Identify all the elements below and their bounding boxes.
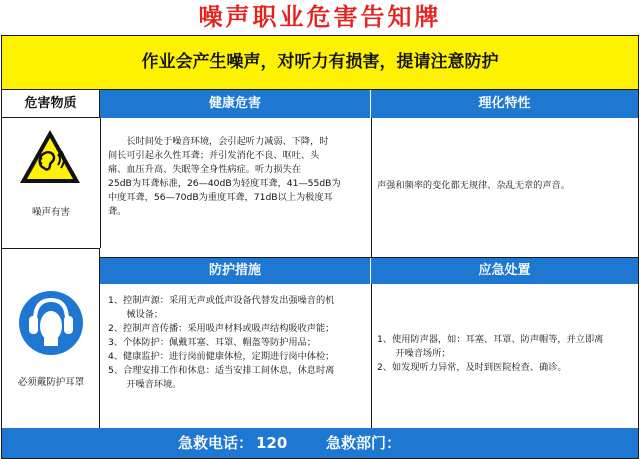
emergency-phone-label: 急救电话：: [178, 434, 254, 452]
ear-protector-icon: [18, 290, 84, 356]
health-line: 间长可引起永久性耳聋；并引发消化不良、呕吐、头: [108, 150, 320, 161]
ppe-icon-cell: [2, 248, 100, 428]
emergency-item: 2、如发现听力异常，及时到医院检查、确诊。: [377, 362, 567, 373]
protection-item: 开噪音环境。: [108, 379, 182, 390]
emergency-item: 开噪音场所；: [377, 348, 451, 359]
health-line: 25dB为耳聋标准，26—40dB为轻度耳聋，41—55dB为: [108, 178, 341, 189]
protection-item: 2、控制声音传播：采用吸声材料或吸声结构吸收声能；: [108, 323, 335, 334]
notice-board: [1, 35, 639, 459]
warning-banner: 作业会产生噪声，对听力有损害，提请注意防护: [2, 36, 638, 90]
health-header: 健康危害: [100, 90, 371, 118]
emergency-item: 1、使用防声器，如：耳塞、耳罩、防声帽等，并立即离: [377, 334, 604, 345]
health-line: 聋。: [108, 206, 127, 217]
emergency-footer: [2, 428, 638, 458]
grid-divider: [100, 257, 638, 258]
ppe-icon-caption: 必须戴防护耳罩: [17, 377, 85, 388]
emergency-phone-number: 120: [256, 434, 288, 452]
emergency-dept-label: 急救部门：: [326, 434, 402, 452]
grid-divider: [371, 284, 372, 428]
health-line: 长时间处于噪音环境，会引起听力减弱、下降，时: [108, 136, 329, 147]
noise-warning-icon: [18, 128, 82, 186]
protection-item: 4、健康监护：进行岗前健康体检，定期进行岗中体检；: [108, 351, 335, 362]
emergency-measures-list: [377, 333, 635, 375]
protection-measures-list: [108, 294, 370, 392]
protection-header: 防护措施: [100, 257, 371, 284]
protection-item: 械设备；: [108, 309, 164, 320]
health-line: 痛、血压升高、失眠等全身性病症。听力损失在: [108, 164, 301, 175]
hazard-header: 危害物质: [2, 90, 100, 118]
properties-header: 理化特性: [371, 90, 638, 118]
grid-divider: [2, 248, 100, 249]
grid-divider: [371, 118, 372, 257]
physical-properties-text: 声强和频率的变化都无规律、杂乱无章的声音。: [377, 180, 570, 191]
protection-item: 5、合理安排工作和休息：适当安排工间休息，休息时离: [108, 365, 335, 376]
hazard-icon-caption: 噪声有害: [31, 207, 70, 218]
protection-item: 3、个体防护：佩戴耳塞、耳罩、帽盔等防护用品；: [108, 337, 316, 348]
hazard-icon-cell: [2, 118, 100, 248]
health-line: 中度耳聋，56—70dB为重度耳聋，71dB以上为极度耳: [108, 192, 333, 203]
board-title: 噪声职业危害告知牌: [198, 3, 442, 31]
emergency-header: 应急处置: [371, 257, 638, 284]
protection-item: 1、控制声源：采用无声或低声设备代替发出强噪音的机: [108, 295, 335, 306]
grid-divider: [100, 118, 101, 248]
health-hazard-text: [108, 135, 368, 245]
